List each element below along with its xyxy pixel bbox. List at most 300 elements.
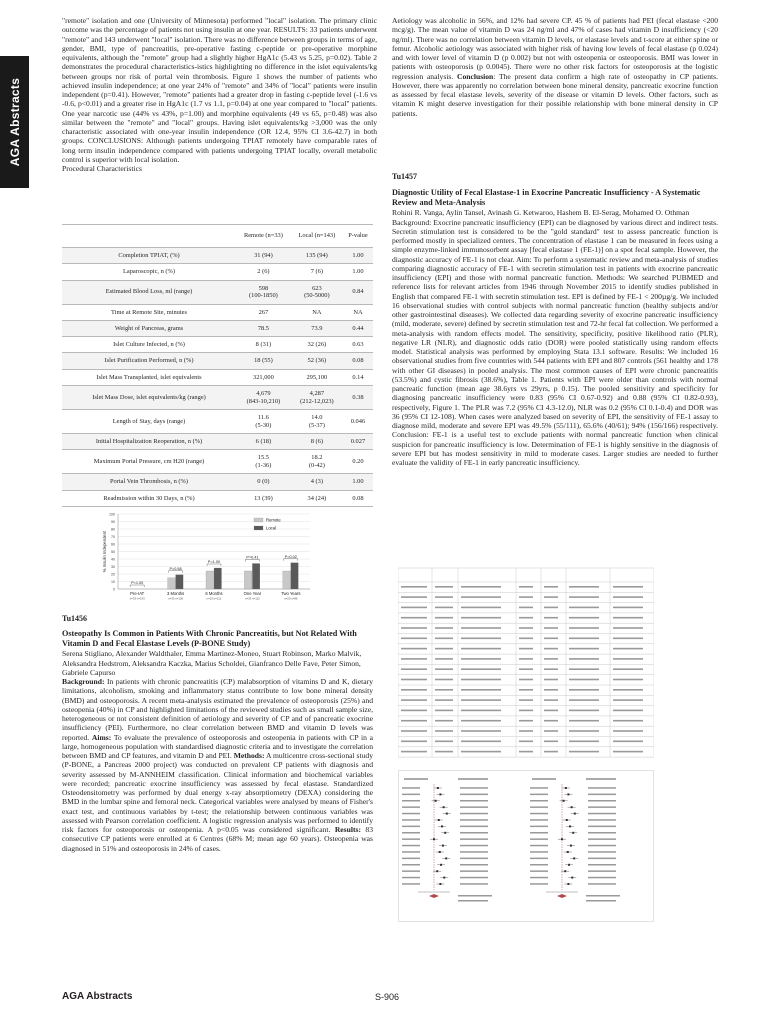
table-cell-text (401, 648, 427, 650)
table-cell-text (544, 638, 558, 640)
table-cell-text (569, 689, 599, 691)
y-tick-label: 70 (111, 535, 115, 539)
table-cell: 1.00 (343, 264, 373, 280)
abstract-continuation-right (392, 16, 718, 118)
table-cell-text (569, 741, 599, 743)
legend-swatch (254, 526, 263, 530)
table-cell-text (613, 586, 643, 588)
table-cell-text (544, 658, 558, 660)
pooled-text (458, 895, 492, 897)
estimate-text (460, 832, 488, 834)
point-estimate (443, 806, 445, 808)
bar-remote (206, 571, 214, 589)
procedural-characteristics-table (62, 224, 373, 507)
estimate-text (588, 794, 616, 796)
point-estimate (573, 857, 575, 859)
table-cell: 32 (26) (291, 337, 343, 353)
table-cell: 18 (55) (236, 353, 291, 369)
table-cell-text (519, 617, 533, 619)
table-header-cell: Local (n=143) (291, 225, 343, 248)
table-cell: 0.63 (343, 337, 373, 353)
table-cell-text (613, 710, 643, 712)
point-estimate (439, 793, 441, 795)
table-cell-text (519, 638, 533, 640)
table-cell-text (461, 730, 501, 732)
forest-plot-figure (398, 770, 654, 922)
y-tick-label: 50 (111, 550, 115, 554)
x-tick-label: 6 Months (205, 591, 223, 596)
point-estimate (442, 845, 444, 847)
table-row (62, 450, 373, 474)
table-cell-text (435, 710, 453, 712)
table-cell: 0.84 (343, 280, 373, 304)
study-label (530, 794, 548, 796)
table-cell-text (461, 679, 501, 681)
estimate-text (588, 806, 616, 808)
table-cell-text (569, 679, 599, 681)
table-cell-text (544, 699, 558, 701)
table-cell: 321,000 (236, 369, 291, 385)
table-cell: Islet Mass Dose, islet equivalents/kg (range) (62, 386, 236, 410)
study-label (402, 826, 420, 828)
estimate-text (588, 813, 616, 815)
p-value-label: P=0.58 (169, 566, 182, 571)
bar-local (176, 575, 184, 589)
table-cell-text (613, 617, 643, 619)
table-cell: 0 (0) (236, 474, 291, 490)
table-cell-text (544, 627, 558, 629)
table-cell: Completion TPIAT, (%) (62, 248, 236, 264)
point-estimate (568, 864, 570, 866)
point-estimate (567, 793, 569, 795)
journal-footer: AGA Abstracts (62, 991, 133, 1002)
study-label (530, 826, 548, 828)
page-number: S-906 (375, 992, 400, 1002)
study-label (402, 851, 420, 853)
table-cell-text (613, 689, 643, 691)
table-cell: Length of Stay, days (range) (62, 410, 236, 434)
table-header-cell (62, 225, 236, 248)
table-cell: 13 (39) (236, 490, 291, 506)
table-cell-text (569, 699, 599, 701)
point-estimate (436, 870, 438, 872)
table-cell: 4,679 (843-10,210) (236, 386, 291, 410)
estimate-text (588, 800, 616, 802)
table-cell-text (461, 617, 501, 619)
table-cell: 0.08 (343, 353, 373, 369)
abstract-tu1457 (392, 172, 718, 467)
table-row (62, 320, 373, 336)
table-cell-text (613, 741, 643, 743)
p-value-label: P=0.02 (284, 554, 297, 559)
forest-header-text (404, 778, 428, 780)
study-label (402, 806, 420, 808)
point-estimate (444, 832, 446, 834)
table-cell: 4 (3) (291, 474, 343, 490)
abstract-body: Aetiology was alcoholic in 56%, and 12% had severe CP. 45 % of patients had PEI (fecal elastase <200 mcg/g). The mean value of vitamin D was 24 ng/ml and 47% of cases had vitamin D insufficiency (<20 ng/ml). There was no correlation between vitamin D levels, or elastase levels and t-score at either spine or femur. Alcoholic aetiology was associated with higher risk of having low levels of fecal elastase (p 0.024) and with lower level of vitamin D (p 0.002) but not with osteopenia or osteoporosis. BMI was lower in patients with osteoporosis (p 0.0045). There were no other risk factors for osteoporosis at the logistic regression analysis. Conclusion: The present data confirm a high rate of osteopathy in CP patients. However, there was apparently no correlation between bone mineral density, pancreatic exocrine function as assessed by fecal elastase levels, severity of the disease or vitamin D levels. Other factors, such as vitamin K might deserve investigation for their possible relationship with bone mineral density in CP patients. (392, 16, 718, 118)
study-label (402, 787, 420, 789)
table-cell-text (435, 699, 453, 701)
table-header-row (62, 225, 373, 248)
table-cell-text (613, 648, 643, 650)
table-cell-text (435, 658, 453, 660)
study-label (402, 813, 420, 815)
table-cell-text (435, 720, 453, 722)
table-cell-text (401, 658, 427, 660)
bar-remote (283, 571, 291, 589)
table-cell-text (544, 668, 558, 670)
table-cell-text (435, 617, 453, 619)
table-cell: 0.20 (343, 450, 373, 474)
table-cell-text (519, 751, 533, 753)
table-cell-text (519, 648, 533, 650)
estimate-text (588, 832, 616, 834)
table-cell-text (435, 596, 453, 598)
point-estimate (564, 870, 566, 872)
table-cell-text (401, 699, 427, 701)
estimate-text (460, 845, 488, 847)
abstract-title: Osteopathy Is Common in Patients With Chronic Pancreatitis, but Not Related With Vitamin D and Fecal Elastase Levels (P-BONE Study) (62, 629, 357, 649)
table-cell-text (401, 627, 427, 629)
y-axis-label: % Insulin Independent (102, 530, 107, 573)
table-cell-text (401, 596, 427, 598)
table-cell-text (544, 586, 558, 588)
table-cell-text (544, 648, 558, 650)
table-cell-text (519, 586, 533, 588)
point-estimate (566, 819, 568, 821)
table-cell-text (544, 679, 558, 681)
estimate-text (460, 864, 488, 866)
table-cell-text (435, 689, 453, 691)
table-cell-text (569, 627, 599, 629)
table-cell-text (461, 699, 501, 701)
p-value-label: P=0.41 (246, 555, 259, 560)
table-cell: 6 (18) (236, 434, 291, 450)
table-cell-text (435, 627, 453, 629)
point-estimate (446, 813, 448, 815)
table-cell-text (461, 720, 501, 722)
abstract-continuation-left (62, 16, 377, 173)
y-tick-label: 80 (111, 527, 115, 532)
estimate-text (588, 858, 616, 860)
table-cell: Estimated Blood Loss, ml (range) (62, 280, 236, 304)
abstract-authors: Rohini R. Vanga, Aylin Tansel, Avinash G. Ketwaroo, Hashem B. El-Serag, Mohamed O. Othman (392, 208, 690, 218)
point-estimate (571, 806, 573, 808)
point-estimate (439, 883, 441, 885)
estimate-text (460, 838, 488, 840)
study-label (530, 870, 548, 872)
study-label (530, 832, 548, 834)
table-cell-text (435, 668, 453, 670)
table-cell-text (569, 730, 599, 732)
bar-local (214, 568, 222, 589)
point-estimate (435, 800, 437, 802)
estimate-text (588, 787, 616, 789)
point-estimate (570, 845, 572, 847)
table-cell-text (569, 720, 599, 722)
y-tick-label: 100 (109, 512, 115, 517)
point-estimate (443, 877, 445, 879)
table-cell: 11.6 (5-30) (236, 410, 291, 434)
abstract-body: Background: In patients with chronic pancreatitis (CP) malabsorption of vitamins D and K, dietary limitations, alcoholism, smoking and inflammatory status contribute to low bone mineral density (BMD) and osteoporosis. A recent meta-analysis estimated the prevalence of osteoporosis (25%) and osteopenia (40%) in CP and highlighted limitations of the reviewed studies such as small sample size, heterogeneous or not consistent definition of aetiology and severity of CP and of pancreatic exocrine insufficiency (PEI). Furthermore, no clear correlation between BMD and vitamin D levels was reported. Aims: To evaluate the prevalence of osteoporosis and osteopenia in patients with CP in a large, homogeneous population with standardised diagnostic criteria and to investigate the correlation between BMD and CP features, and vitamin D and PEI. Methods: A multicentre cross-sectional study (P-BONE, a Pancreas 2000 project) was conducted on prevalent CP patients with diagnosis and severity assessed by M-ANNHEIM classification. Clinical information and biochemical variables were recorded; pancreatic exocrine insufficiency was assessed by fecal elastase. Standardized Osteodensitometry was performed by dual energy x-ray absorptiometry (DEXA) considering the BMD in the lumbar spine and femoral neck. Categorical variables were analysed by means of Fisher's exact test, and continuous variables by t-test; the relationship between continuous variables was assessed with Pearson correlation coefficient. A logistic regression analysis was performed to identify risk factors for osteoporosis or osteopenia. A p<0.05 was considered significant. Results: 83 consecutive CP patients were enrolled at 6 Centres (68% M; mean age 60 years). Osteopenia was diagnosed in 51% and osteoporosis in 24% of cases. (62, 677, 373, 853)
table-cell: 0.027 (343, 434, 373, 450)
table-cell-text (435, 638, 453, 640)
table-cell: 0.44 (343, 320, 373, 336)
table-cell: NA (343, 304, 373, 320)
bar-remote (168, 578, 176, 589)
point-estimate (440, 864, 442, 866)
table-row (62, 353, 373, 369)
point-estimate (561, 838, 563, 840)
table-cell: 0.08 (343, 490, 373, 506)
estimate-text (588, 851, 616, 853)
table-cell-text (613, 607, 643, 609)
table-cell-text (544, 730, 558, 732)
estimate-text (588, 877, 616, 879)
estimate-text (460, 883, 488, 885)
table-cell: 31 (94) (236, 248, 291, 264)
bar-local (252, 564, 260, 590)
table-cell-text (519, 679, 533, 681)
table-cell-text (519, 730, 533, 732)
point-estimate (438, 819, 440, 821)
table-cell: Islet Purification Performed, n (%) (62, 353, 236, 369)
study-label (530, 806, 548, 808)
y-tick-label: 20 (111, 572, 115, 577)
forest-header-text (458, 778, 488, 780)
table-cell-text (569, 710, 599, 712)
x-tick-n-label: n=33 n=122 (244, 596, 260, 601)
point-estimate (571, 877, 573, 879)
estimate-text (460, 870, 488, 872)
table-cell: Initial Hospitalization Reoperation, n (%) (62, 434, 236, 450)
table-cell-text (613, 638, 643, 640)
study-label (402, 845, 420, 847)
point-estimate (567, 883, 569, 885)
table-cell-text (461, 668, 501, 670)
table-cell-text (569, 658, 599, 660)
table-cell: Maximum Portal Pressure, cm H20 (range) (62, 450, 236, 474)
table-row (62, 386, 373, 410)
table-cell: 73.9 (291, 320, 343, 336)
table-cell-text (544, 720, 558, 722)
table-cell: 1.00 (343, 474, 373, 490)
forest-header-text (586, 778, 616, 780)
table-cell-text (461, 751, 501, 753)
table-header-cell: P-value (343, 225, 373, 248)
estimate-text (460, 851, 488, 853)
estimate-text (460, 806, 488, 808)
table-cell: 15.5 (1-36) (236, 450, 291, 474)
pooled-text (586, 895, 620, 897)
table-cell-text (435, 607, 453, 609)
table-cell: 295,100 (291, 369, 343, 385)
estimate-text (460, 787, 488, 789)
heterogeneity-text (458, 900, 488, 902)
study-label (530, 883, 548, 885)
table-cell-text (613, 658, 643, 660)
table-cell-text (613, 627, 643, 629)
table-cell-text (519, 741, 533, 743)
x-tick-label: Pre-IAT (130, 591, 145, 596)
forest-header-text (532, 778, 556, 780)
table-cell-text (569, 617, 599, 619)
table-row (62, 434, 373, 450)
table-cell: 18.2 (0-42) (291, 450, 343, 474)
table-cell-text (461, 607, 501, 609)
estimate-text (588, 870, 616, 872)
study-characteristics-table-figure (398, 566, 654, 766)
insulin-independence-chart (84, 507, 316, 609)
point-estimate (439, 851, 441, 853)
point-estimate (565, 787, 567, 789)
point-estimate (563, 800, 565, 802)
table-cell-text (401, 679, 427, 681)
study-label (402, 832, 420, 834)
table-cell-text (435, 741, 453, 743)
table-cell: 7 (6) (291, 264, 343, 280)
table-cell-text (613, 720, 643, 722)
estimate-text (460, 813, 488, 815)
estimate-text (460, 826, 488, 828)
estimate-text (460, 794, 488, 796)
table-cell: 623 (50-5000) (291, 280, 343, 304)
table-cell: 8 (6) (291, 434, 343, 450)
table-row (62, 280, 373, 304)
table-cell: 267 (236, 304, 291, 320)
bar-local (291, 563, 299, 589)
table-cell-text (519, 699, 533, 701)
point-estimate (445, 857, 447, 859)
study-label (530, 851, 548, 853)
point-estimate (441, 825, 443, 827)
table-cell-text (461, 689, 501, 691)
study-label (402, 800, 420, 802)
legend-label: Remote (266, 517, 281, 523)
study-label (402, 877, 420, 879)
table-cell-text (461, 648, 501, 650)
study-label (402, 870, 420, 872)
point-estimate (572, 832, 574, 834)
estimate-text (460, 800, 488, 802)
table-cell-text (401, 741, 427, 743)
abstract-id: Tu1457 (392, 172, 418, 181)
table-cell-text (435, 751, 453, 753)
study-label (402, 858, 420, 860)
table-cell-text (519, 720, 533, 722)
x-tick-label: Two Years (281, 591, 301, 596)
abstract-body: "remote" isolation and one (University of Minnesota) performed "local" isolation. The primary clinic outcome was the percentage of patients not using insulin at one year. RESULTS: 33 patients underwent "remote" and 143 underwent "local" isolation. There was no difference between groups in terms of age, gender, BMI, type of pancreatitis, pre-operative fasting c-peptide or pre-operative morphine equivalents, although the "remote" group had a slightly higher HgA1c (5.43 vs 5.25, p=0.02). Table 2 demonstrates the procedural characteristics-istics highlighting no difference in the islet equivalents/kg between groups nor risk of portal vein thrombosis. Figure 1 shows the number of patients who achieved insulin independence; at one year 24% of "remote" and 34% of "local" patients were insulin independent (p=0.41). However, "remote" patients had a greater drop in fasting c-peptide level (-1.6 vs -0.6, p<0.01) and a greater rise in HgA1c (1.7 vs 1.1, p=0.04) at one year compared to "local" patients. One year narcotic use (44% vs 43%, p=1.00) and morphine equivalents (49 vs 65, p=0.48) was also similar between the "remote" and "local" groups. Having islet equivalents/kg >3,000 was the only characteristic associated with one-year insulin independence (OR 12.4, 95% CI 3.6-42.7) in both groups. CONCLUSIONS: Although patients undergoing TPIAT remotely have comparable rates of long term insulin independence compared with patients undergoing TPIAT locally, overall metabolic control is superior with local isolation. (62, 16, 377, 164)
abstract-body: Background: Exocrine pancreatic insufficiency (EPI) can be diagnosed by various direct and indirect tests. Secretin stimulation test is considered to be the "gold standard" test to assess pancreatic function is performed mostly in specialized centers. The concentration of elastase 1 can be measured in feces using a simple enzyme-linked immunosorbent assay [fecal elastase 1 (FE-1)] on a spot fecal sample. However, the diagnostic accuracy of FE-1 is not clear. Aim: To perform a systematic review and meta-analysis of studies comparing diagnostic accuracy of FE-1 with secretin stimulation test in patients with exocrine pancreatic insufficiency (EPI) and those with normal pancreatic function. Methods: We searched PUBMED and reference lists for relevant articles from 1946 through November 2015 to identify studies published in English that compared FE-1 with secretin stimulation test. EPI is defined by FE-1 < 200µg/g. We included 16 observational studies with control subjects with normal pancreatic function (healthy subjects and/or other gastrointestinal diseases). We collected data regarding severity of exocrine pancreatic insufficiency (mild, moderate, severe) defined by secretin stimulation test and 72-hr fecal fat collection. We performed a meta-analysis with random effects model. The sensitivity, specificity, positive likelihood ratio (PLR), negative LR (NLR), and diagnostic odds ratio (DOR) were pooled statistically using random effects model. Statistical analysis was performed by employing Stata 13.1 software. Results: We included 16 observational studies from five countries with 544 patients with EPI and 807 controls (561 healthy and 178 with other GI diseases) in pooled analysis. The most common causes of EPI were chronic pancreatitis (53.5%) and cystic fibrosis (38.6%), Table 1. Patients with EPI were older than controls with normal pancreatic function (mean age 38.6yrs vs 29yrs, p 0.15). The pooled sensitivity and specificity for diagnosing pancreatic insufficiency were 0.83 (95% CI 0.67-0.92) and 0.88 (95% CI 0.82-0.93), respectively, Figure 1. The PLR was 7.2 (95% CI 4.3-12.0), NLR was 0.2 (95% CI 0.1-0.4) and DOR was 36 (95% CI 12-108). When cases were analyzed based on severity of EPI, the sensitivity of FE-1 assay to diagnose mild, moderate and severe EPI was 49.5% (55/111), 65.6% (40/61); 94% (156/166) respectively. Conclusion: FE-1 is a useful test to exclude patients with normal pancreatic function when clinical suspicion for pancreatic insufficiency is low. Determination of FE-1 is highly sensitive in the diagnosis of severe EPI but has modest sensitivity in mild to moderate cases. Larger studies are needed to further evaluate the validity of FE-1 in early pancreatic insufficiency. (392, 217, 718, 467)
table-cell: Time at Remote Site, minutes (62, 304, 236, 320)
study-label (530, 787, 548, 789)
table-row (62, 410, 373, 434)
table-cell-text (569, 596, 599, 598)
point-estimate (574, 813, 576, 815)
table-cell: Islet Culture Infected, n (%) (62, 337, 236, 353)
x-tick-n-label: n=23 n=121 (206, 596, 222, 601)
table-cell-text (544, 596, 558, 598)
table-row (62, 337, 373, 353)
estimate-text (588, 826, 616, 828)
table-cell: 4,287 (212-12,023) (291, 386, 343, 410)
estimate-text (588, 883, 616, 885)
table-cell: NA (291, 304, 343, 320)
y-tick-label: 30 (111, 565, 115, 569)
table-cell-text (519, 627, 533, 629)
table-cell-text (461, 658, 501, 660)
table-row (62, 304, 373, 320)
table-row (62, 248, 373, 264)
table-cell-text (613, 699, 643, 701)
x-tick-label: 3 Months (166, 591, 185, 596)
study-label (530, 877, 548, 879)
y-tick-label: 10 (111, 580, 115, 584)
table-cell: 1.00 (343, 248, 373, 264)
heterogeneity-text (586, 900, 616, 902)
x-tick-label: One Year (243, 591, 262, 596)
study-label (402, 838, 420, 840)
table-row (62, 490, 373, 506)
y-tick-label: 0 (113, 587, 115, 592)
table-cell: Readmission within 30 Days, n (%) (62, 490, 236, 506)
table-cell: 135 (94) (291, 248, 343, 264)
estimate-text (588, 838, 616, 840)
table-cell-text (435, 679, 453, 681)
table-cell: Weight of Pancreas, grams (62, 320, 236, 336)
table-cell: 34 (24) (291, 490, 343, 506)
estimate-text (460, 819, 488, 821)
legend-swatch (254, 518, 263, 522)
table-row (62, 264, 373, 280)
table-header-cell: Remote (n=33) (236, 225, 291, 248)
y-tick-label: 90 (111, 520, 115, 524)
table-cell-text (461, 638, 501, 640)
table-cell-text (569, 751, 599, 753)
table-cell-text (544, 607, 558, 609)
study-label (530, 819, 548, 821)
study-label (530, 845, 548, 847)
table-cell-text (461, 586, 501, 588)
table-cell-text (461, 741, 501, 743)
p-value-label: P=1.00 (131, 581, 144, 585)
y-tick-label: 40 (111, 557, 115, 562)
estimate-text (588, 819, 616, 821)
x-tick-n-label: n=33 n=143 (129, 596, 145, 601)
table-cell-text (519, 689, 533, 691)
table-row (62, 474, 373, 490)
table-cell-text (401, 668, 427, 670)
point-estimate (437, 787, 439, 789)
abstract-authors: Serena Stigliano, Alexander Waldthaler, Emma Martinez-Moneo, Stuart Robinson, Marko Malvik, Aleksandra Hedstrom, Aleksandra Kaczka, Marius Scholdei, Gianfranco Delle Fave, Peter Simon, Gabriele Capurso (62, 649, 362, 677)
estimate-text (588, 845, 616, 847)
study-label (402, 883, 420, 885)
bar-remote (244, 571, 252, 589)
estimate-text (460, 858, 488, 860)
table-cell: 78.5 (236, 320, 291, 336)
table-cell-text (544, 689, 558, 691)
table-cell-text (613, 679, 643, 681)
table-cell-text (569, 668, 599, 670)
table-cell-text (401, 607, 427, 609)
table-cell: 0.14 (343, 369, 373, 385)
table-cell: 598 (100-1850) (236, 280, 291, 304)
table-cell-text (435, 730, 453, 732)
table-cell-text (544, 751, 558, 753)
estimate-text (588, 864, 616, 866)
study-label (530, 813, 548, 815)
point-estimate (569, 825, 571, 827)
